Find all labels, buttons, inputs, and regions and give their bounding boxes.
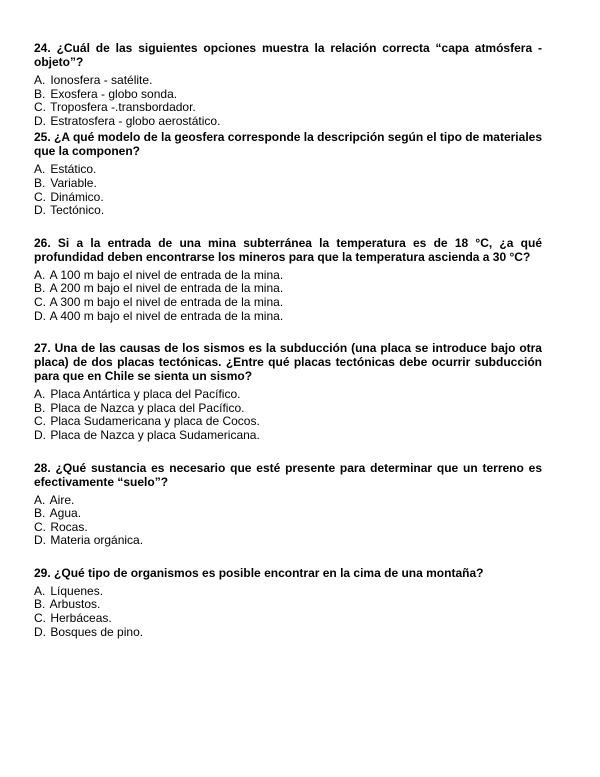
option-letter: A. — [34, 583, 46, 598]
option-letter: A. — [34, 492, 46, 507]
option-text: Estático. — [50, 162, 97, 177]
question-27-text — [34, 341, 542, 383]
option-text: Tectónico. — [50, 203, 105, 218]
option-text: Troposfera -.transbordador. — [50, 100, 196, 115]
question-28-number: 28. — [34, 460, 51, 475]
option-letter: B. — [34, 400, 46, 415]
option-25-b — [34, 177, 542, 191]
question-28-prompt: ¿Qué sustancia es necesario que esté presente para determinar que un terreno es efectivamente “suelo”? — [34, 460, 542, 489]
question-25-number: 25. — [34, 130, 51, 145]
option-25-c — [34, 191, 542, 205]
option-text: Exosfera - globo sonda. — [50, 86, 178, 101]
option-29-d — [34, 626, 542, 640]
option-26-a — [34, 269, 542, 283]
option-29-a — [34, 585, 542, 599]
option-letter: C. — [34, 294, 46, 309]
option-letter: D. — [34, 113, 46, 128]
option-letter: D. — [34, 203, 46, 218]
question-26-number: 26. — [34, 235, 51, 250]
question-24-options — [34, 74, 542, 128]
question-27 — [34, 341, 542, 442]
option-text: A 200 m bajo el nivel de entrada de la mina. — [49, 281, 284, 296]
option-text: A 400 m bajo el nivel de entrada de la mina. — [49, 308, 284, 323]
question-25 — [34, 130, 542, 217]
option-letter: C. — [34, 414, 46, 429]
option-letter: B. — [34, 86, 46, 101]
question-25-text — [34, 130, 542, 158]
question-29 — [34, 566, 542, 639]
option-text: Aire. — [49, 492, 75, 507]
option-letter: D. — [34, 308, 46, 323]
option-text: Ionosfera - satélite. — [50, 73, 153, 87]
option-text: Materia orgánica. — [50, 533, 144, 548]
option-letter: B. — [34, 175, 46, 190]
option-26-b — [34, 282, 542, 296]
option-text: Dinámico. — [50, 189, 104, 204]
option-25-a — [34, 163, 542, 177]
question-29-number: 29. — [34, 565, 51, 580]
option-letter: D. — [34, 533, 46, 548]
option-letter: A. — [34, 267, 46, 282]
option-27-c — [34, 415, 542, 429]
option-28-a — [34, 494, 542, 508]
question-26-prompt: Si a la entrada de una mina subterránea la temperatura es de 18 °C, ¿a qué profundidad deben encontrarse los mineros para que la temperatura ascienda a 30 °C? — [34, 235, 542, 264]
option-28-c — [34, 521, 542, 535]
option-letter: B. — [34, 506, 46, 521]
option-letter: C. — [34, 189, 46, 204]
option-text: A 100 m bajo el nivel de entrada de la mina. — [49, 267, 284, 282]
option-letter: D. — [34, 624, 46, 639]
option-letter: C. — [34, 611, 46, 626]
option-letter: A. — [34, 387, 46, 402]
question-28-options — [34, 494, 542, 548]
option-26-d — [34, 310, 542, 324]
option-text: Placa Sudamericana y placa de Cocos. — [50, 414, 260, 429]
option-letter: C. — [34, 100, 46, 115]
option-letter: B. — [34, 281, 46, 296]
option-text: Bosques de pino. — [50, 624, 144, 639]
question-24-text — [34, 41, 542, 69]
option-text: Placa de Nazca y placa Sudamericana. — [50, 427, 260, 442]
option-27-b — [34, 402, 542, 416]
question-28 — [34, 461, 542, 548]
question-26-options — [34, 269, 542, 323]
question-25-options — [34, 163, 542, 217]
question-27-options — [34, 388, 542, 442]
option-letter: B. — [34, 597, 46, 612]
option-27-d — [34, 429, 542, 443]
option-28-b — [34, 507, 542, 521]
option-28-d — [34, 534, 542, 548]
option-letter: A. — [34, 73, 46, 87]
option-27-a — [34, 388, 542, 402]
question-24-prompt: ¿Cuál de las siguientes opciones muestra la relación correcta “capa atmósfera - objeto”? — [34, 41, 542, 69]
option-text: Arbustos. — [49, 597, 101, 612]
question-29-text — [34, 566, 542, 580]
option-letter: D. — [34, 427, 46, 442]
option-24-d — [34, 115, 542, 129]
option-text: A 300 m bajo el nivel de entrada de la mina. — [49, 294, 284, 309]
question-24-number: 24. — [34, 41, 51, 55]
option-26-c — [34, 296, 542, 310]
option-24-b — [34, 88, 542, 102]
question-27-prompt: Una de las causas de los sismos es la subducción (una placa se introduce bajo otra placa) de dos placas tectónicas. ¿Entre qué placas tectónicas debe ocurrir subducción para que en Chile se sienta un sismo? — [34, 341, 542, 384]
option-text: Variable. — [50, 175, 97, 190]
question-25-prompt: ¿A qué modelo de la geosfera corresponde la descripción según el tipo de materiales que la componen? — [34, 130, 542, 159]
option-29-b — [34, 598, 542, 612]
question-29-prompt: ¿Qué tipo de organismos es posible encontrar en la cima de una montaña? — [54, 565, 484, 580]
question-27-number: 27. — [34, 341, 51, 356]
option-24-a — [34, 74, 542, 88]
option-text: Herbáceas. — [50, 611, 112, 626]
question-28-text — [34, 461, 542, 489]
option-text: Rocas. — [50, 519, 88, 534]
question-29-options — [34, 585, 542, 639]
option-letter: C. — [34, 519, 46, 534]
option-text: Placa Antártica y placa del Pacífico. — [50, 387, 241, 402]
option-text: Líquenes. — [50, 583, 104, 598]
option-letter: A. — [34, 162, 46, 177]
question-24 — [34, 41, 542, 128]
option-text: Estratosfera - globo aerostático. — [50, 113, 221, 128]
option-29-c — [34, 612, 542, 626]
question-sheet — [34, 41, 542, 639]
question-26 — [34, 236, 542, 323]
option-text: Agua. — [49, 506, 82, 521]
question-26-text — [34, 236, 542, 264]
option-25-d — [34, 204, 542, 218]
option-24-c — [34, 101, 542, 115]
option-text: Placa de Nazca y placa del Pacífico. — [50, 400, 245, 415]
